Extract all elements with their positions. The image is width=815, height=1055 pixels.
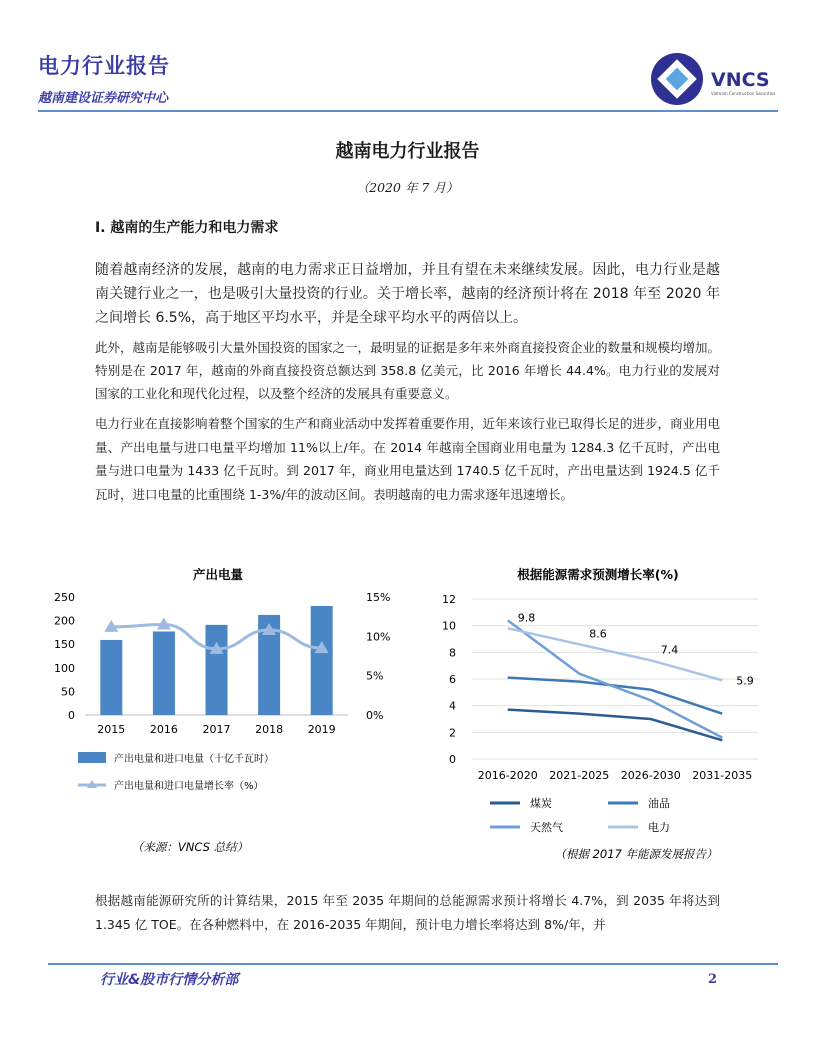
chart1-left-tick: 100 <box>54 661 75 675</box>
chart1-left-tick: 200 <box>54 614 75 628</box>
chart2-legend-label: 天然气 <box>530 821 563 834</box>
chart2-y-tick: 8 <box>449 646 456 660</box>
logo-wordmark: VNCS <box>711 69 770 91</box>
chart1-x-tick: 2018 <box>255 723 284 736</box>
chart1-x-tick: 2016 <box>149 723 178 736</box>
chart1-bar <box>100 640 122 715</box>
paragraph-2: 此外，越南是能够吸引大量外国投资的国家之一，最明显的证据是多年来外商直接投资企业的数量和规模均增加。特别是在 2017 年，越南的外商直接投资总额达到 358.8 亿美元，比 2016 年增长 44.4%。电力行业的发展对国家的工业化和现代化过程，以及整个经济的发展具有重要意义。 <box>95 340 721 401</box>
chart2-legend-label: 电力 <box>648 821 670 834</box>
footer-divider <box>48 963 778 965</box>
chart2-y-tick: 6 <box>449 673 456 686</box>
chart1-legend-bar-swatch <box>78 752 106 763</box>
chart1-left-tick: 50 <box>61 685 75 699</box>
document-title: 越南电力行业报告 <box>335 141 480 162</box>
chart2-y-tick: 10 <box>442 619 456 633</box>
chart2-legend-label: 油品 <box>648 797 670 810</box>
chart2-line <box>508 678 723 714</box>
chart1-left-tick: 250 <box>54 591 75 604</box>
chart1-right-tick: 10% <box>366 630 391 644</box>
footer-department: 行业&股市行情分析部 <box>100 972 239 988</box>
chart2-legend-label: 煤炭 <box>530 797 552 810</box>
chart1-right-tick: 0% <box>366 709 384 722</box>
chart1-bar <box>311 606 333 715</box>
chart1-right-tick: 5% <box>366 669 384 683</box>
chart1-x-tick: 2015 <box>97 723 126 736</box>
report-category-title: 电力行业报告 <box>38 54 170 78</box>
chart1-x-tick: 2017 <box>202 723 231 736</box>
chart2-source: （根据 2017 年能源发展报告） <box>554 847 718 861</box>
paragraph-1: 随着越南经济的发展，越南的电力需求正日益增加，并且有望在未来继续发展。因此，电力行业是越南关键行业之一，也是吸引大量投资的行业。关于增长率，越南的经济预计将在 2018 年至 2020 年之间增长 6.5%，高于地区平均水平，并是全球平均水平的两倍以上。 <box>95 262 720 326</box>
logo-tagline: Vietnam Construction Securities <box>711 91 775 96</box>
chart1-bar <box>206 625 228 715</box>
chart1-source: （来源：VNCS 总结） <box>131 840 249 854</box>
section-heading: I. 越南的生产能力和电力需求 <box>95 220 279 236</box>
research-center-name: 越南建设证券研究中心 <box>38 91 169 106</box>
chart2-line <box>508 628 723 680</box>
chart2-y-tick: 12 <box>442 593 456 606</box>
vncs-logo <box>645 48 775 108</box>
chart1-bar <box>153 631 175 715</box>
chart2-data-label: 8.6 <box>589 627 607 641</box>
chart2-x-tick: 2021-2025 <box>549 769 610 782</box>
chart1-x-tick: 2019 <box>307 723 336 736</box>
chart-power-output <box>40 555 410 865</box>
header-divider <box>38 110 778 112</box>
chart2-data-label: 5.9 <box>736 674 754 688</box>
chart1-right-tick: 15% <box>366 591 391 604</box>
chart1-left-tick: 150 <box>54 638 75 652</box>
chart-energy-forecast <box>430 555 780 870</box>
chart2-y-tick: 0 <box>449 753 456 766</box>
chart2-y-tick: 2 <box>449 726 456 740</box>
chart2-title: 根据能源需求预测增长率(%) <box>517 567 679 582</box>
paragraph-4: 根据越南能源研究所的计算结果，2015 年至 2035 年期间的总能源需求预计将增长 4.7%，到 2035 年将达到 1.345 亿 TOE。在各种燃料中，在 2016-2035 年期间，预计电力增长率将达到 8%/年，并 <box>95 893 720 932</box>
chart2-line <box>508 710 723 741</box>
document-date: （2020 年 7 月） <box>356 180 459 195</box>
chart1-left-tick: 0 <box>68 709 75 722</box>
chart2-y-tick: 4 <box>449 699 456 713</box>
chart1-title: 产出电量 <box>192 567 244 582</box>
chart2-data-label: 9.8 <box>517 611 536 625</box>
chart2-x-tick: 2031-2035 <box>692 769 753 782</box>
paragraph-3: 电力行业在直接影响着整个国家的生产和商业活动中发挥着重要作用，近年来该行业已取得长足的进步，商业用电量、产出电量与进口电量平均增加 11%以上/年。在 2014 年越南全国商业用电量为 1284.3 亿千瓦时，产出电量与进口电量为 1433 亿千瓦时。到 2017 年，商业用电量达到 1740.5 亿千瓦时，产出电量达到 1924.5 亿千瓦时，进口电量的比重围绕 1-3%/年的波动区间。表明越南的电力需求逐年迅速增长。 <box>95 416 721 502</box>
chart2-data-label: 7.4 <box>660 643 679 657</box>
chart2-x-tick: 2026-2030 <box>620 769 681 782</box>
chart1-legend-bar-label: 产出电量和进口电量（十亿千瓦时） <box>114 754 274 765</box>
page-number: 2 <box>708 972 718 987</box>
chart2-x-tick: 2016-2020 <box>477 769 538 782</box>
chart1-legend-line-label: 产出电量和进口电量增长率（%） <box>114 781 264 792</box>
